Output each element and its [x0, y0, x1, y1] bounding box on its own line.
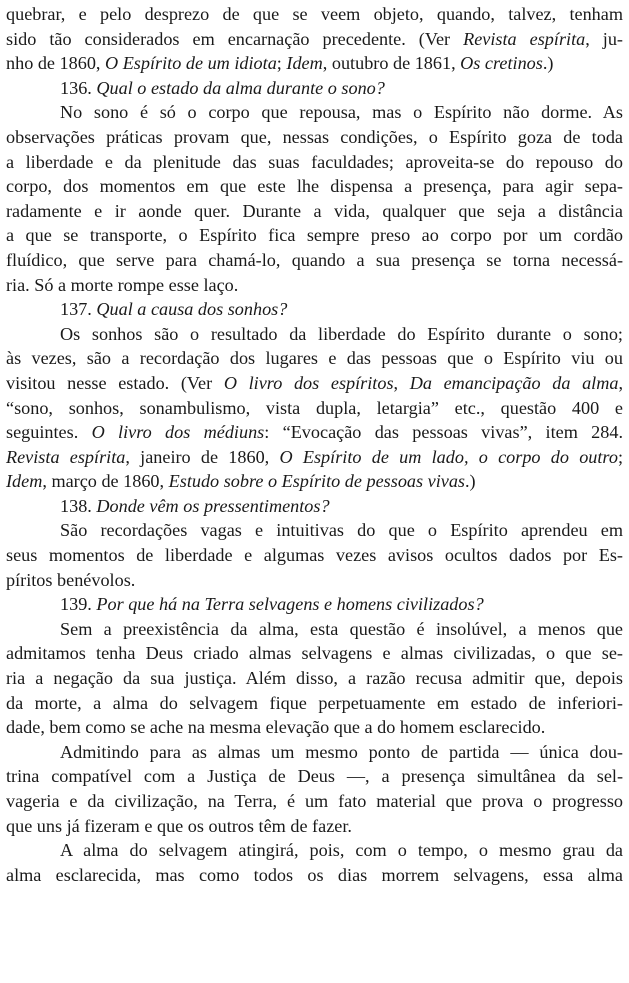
text-line — [6, 715, 623, 740]
text-segment: 137. — [60, 299, 97, 320]
text-segment: vageria e da civilização, na Terra, é um fato material que prova o progresso — [6, 791, 623, 811]
text-line — [6, 322, 623, 347]
text-line — [6, 51, 623, 76]
text-segment: 139. — [60, 594, 97, 615]
text-line — [6, 2, 623, 27]
text-line — [6, 174, 623, 199]
text-segment: que uns já fizeram e que os outros têm de fazer. — [6, 815, 352, 836]
text-segment: nho de 1860, — [6, 53, 106, 74]
text-line — [6, 76, 623, 101]
text-line — [6, 789, 623, 814]
italic-text: Por que há na Terra selvagens e homens civilizados? — [96, 594, 484, 615]
text-segment: São recordações vagas e intuitivas do que o Espírito aprendeu em — [60, 520, 623, 541]
italic-text: Estudo sobre o Espírito de pessoas vivas — [168, 471, 465, 492]
page-text — [6, 2, 623, 887]
text-segment: seus momentos de liberdade e algumas vezes avisos ocultos dados por Es- — [6, 545, 623, 566]
text-segment: , janeiro de 1860, — [125, 446, 280, 467]
text-segment: ria a negação da sua justiça. Além disso, a razão recusa admitir que, depois — [6, 668, 623, 689]
italic-text: Donde vêm os pressentimentos? — [96, 495, 330, 516]
text-segment: , — [393, 372, 410, 393]
text-line — [6, 518, 623, 543]
text-line — [6, 568, 623, 593]
text-line — [6, 592, 623, 617]
italic-text: Revista espírita — [6, 446, 126, 467]
italic-text: Da emancipação da alma — [409, 372, 619, 393]
italic-text: Idem — [286, 53, 323, 74]
italic-text: Os cretinos — [460, 53, 543, 74]
italic-text: Revista espírita — [463, 28, 586, 49]
text-segment: quebrar, e pelo desprezo de que se veem objeto, quando, talvez, tenham — [6, 4, 623, 24]
italic-text: O livro dos espíritos — [223, 372, 394, 393]
italic-text: Qual a causa dos sonhos? — [96, 299, 288, 320]
text-segment: visitou nesse estado. (Ver — [6, 372, 224, 393]
text-segment: .) — [542, 53, 554, 74]
text-segment: admitamos tenha Deus criado almas selvagens e almas civilizadas, o que se- — [6, 643, 623, 664]
text-line — [6, 691, 623, 716]
text-line — [6, 371, 623, 396]
italic-text: Idem — [6, 471, 43, 492]
text-line — [6, 396, 623, 421]
text-segment: , ju- — [585, 28, 623, 49]
text-segment: trina compatível com a Justiça de Deus —, a presença simultânea da sel- — [6, 766, 623, 787]
text-segment: às vezes, são a recordação dos lugares e das pessoas que o Espírito viu ou — [6, 348, 623, 369]
text-line — [6, 223, 623, 248]
italic-text: O Espírito de um idiota — [105, 53, 277, 74]
text-line — [6, 100, 623, 125]
text-segment: corpo, dos momentos em que este lhe dispensa a presença, para agir sepa- — [6, 176, 623, 197]
text-line — [6, 617, 623, 642]
text-segment: , março de 1860, — [42, 471, 169, 492]
text-line — [6, 494, 623, 519]
text-segment: dade, bem como se ache na mesma elevação que a do homem esclarecido. — [6, 717, 546, 738]
text-segment: 138. — [60, 495, 97, 516]
text-line — [6, 346, 623, 371]
text-segment: da morte, a alma do selvagem fique perpetuamente em estado de inferiori- — [6, 692, 623, 713]
text-segment: ria. Só a morte rompe esse laço. — [6, 274, 239, 295]
text-segment: Admitindo para as almas um mesmo ponto de partida — única dou- — [60, 741, 623, 762]
text-line — [6, 199, 623, 224]
text-line — [6, 125, 623, 150]
text-segment: seguintes. — [6, 422, 92, 443]
text-segment: Os sonhos são o resultado da liberdade do Espírito durante o sono; — [60, 323, 623, 344]
text-line — [6, 543, 623, 568]
text-segment: , — [618, 372, 623, 393]
text-segment: , outubro de 1861, — [322, 53, 461, 74]
text-segment: a que se transporte, o Espírito fica sempre preso ao corpo por um cordão — [6, 225, 623, 246]
text-line — [6, 445, 623, 470]
text-line — [6, 838, 623, 863]
text-segment: “sono, sonhos, sonambulismo, vista dupla, letargia” etc., questão 400 e — [6, 397, 623, 418]
text-line — [6, 420, 623, 445]
text-line — [6, 666, 623, 691]
text-line — [6, 150, 623, 175]
text-line — [6, 863, 623, 888]
text-segment: A alma do selvagem atingirá, pois, com o tempo, o mesmo grau da — [60, 840, 623, 861]
text-line — [6, 248, 623, 273]
text-line — [6, 641, 623, 666]
text-line — [6, 814, 623, 839]
text-segment: : “Evocação das pessoas vivas”, item 284. — [264, 422, 623, 443]
italic-text: O livro dos médiuns — [91, 422, 265, 443]
italic-text: Qual o estado da alma durante o sono? — [96, 77, 385, 98]
text-line — [6, 764, 623, 789]
text-line — [6, 469, 623, 494]
text-segment: 136. — [60, 77, 97, 98]
text-segment: ; — [276, 53, 287, 74]
text-segment: Sem a preexistência da alma, esta questão é insolúvel, a menos que — [60, 618, 623, 639]
text-line — [6, 297, 623, 322]
text-segment: observações práticas provam que, nessas condições, o Espírito goza de toda — [6, 126, 623, 147]
text-segment: radamente e ir aonde quer. Durante a vida, qualquer que seja a distância — [6, 200, 623, 221]
text-line — [6, 273, 623, 298]
text-segment: sido tão considerados em encarnação precedente. (Ver — [6, 28, 464, 49]
text-segment: No sono é só o corpo que repousa, mas o Espírito não dorme. As — [60, 102, 623, 123]
text-segment: .) — [465, 471, 476, 492]
text-line — [6, 740, 623, 765]
text-segment: a liberdade e da plenitude das suas faculdades; aproveita-se do repouso do — [6, 151, 623, 172]
text-segment: ; — [617, 446, 623, 467]
text-segment: alma esclarecida, mas como todos os dias morrem selvagens, essa alma — [6, 864, 623, 885]
text-segment: fluídico, que serve para chamá-lo, quando a sua presença se torna necessá- — [6, 249, 623, 270]
italic-text: O Espírito de um lado, o corpo do outro — [279, 446, 618, 467]
text-segment: píritos benévolos. — [6, 569, 136, 590]
text-line — [6, 27, 623, 52]
